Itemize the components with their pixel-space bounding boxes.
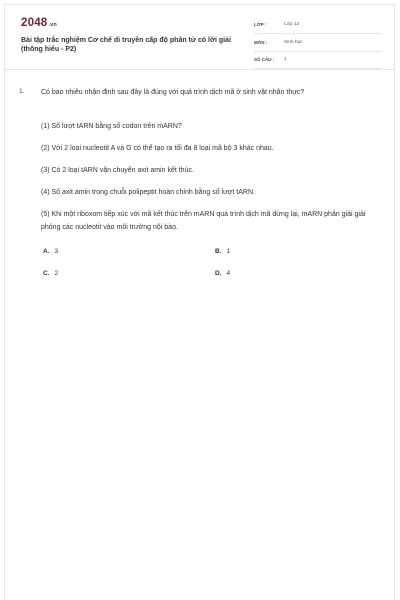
- logo-domain-suffix: .vn: [48, 21, 57, 28]
- answer-option-a[interactable]: [43, 248, 58, 255]
- logo-text: 2048: [21, 17, 48, 29]
- statement-item: (2) Với 2 loại nucleotit A và G có thể tạo ra tối đa 8 loại mã bộ 3 khác nhau.: [41, 145, 274, 152]
- statement-item: (5) Khi một riboxom tiếp xúc với mã kết thúc trên mARN quá trình dịch mã dừng lại, mARN phân giải giải phóng các nucleotit vào môi trường nội bào.: [41, 211, 366, 231]
- option-value: 3: [54, 248, 59, 255]
- option-letter: C.: [43, 270, 50, 277]
- question-number: 1.: [19, 88, 25, 95]
- statement-item: (3) Có 2 loại tARN vận chuyển axit amin kết thúc.: [41, 167, 194, 174]
- question-text: Có bao nhiêu nhận định sau đây là đúng với quá trình dịch mã ở sinh vật nhân thực?: [41, 89, 305, 96]
- option-value: 1: [226, 248, 231, 255]
- meta-row-class: [254, 20, 382, 34]
- header-divider: [5, 69, 396, 70]
- meta-value: Lớp 12: [284, 22, 300, 27]
- meta-label: LỚP :: [254, 22, 267, 27]
- answer-option-d[interactable]: [215, 270, 230, 277]
- meta-label: MÔN :: [254, 39, 268, 45]
- worksheet-page: [4, 4, 395, 600]
- statement-item: (4) Số axit amin trong chuỗi polipeptit hoàn chỉnh bằng số lượt tARN.: [41, 189, 255, 196]
- answer-option-c[interactable]: [43, 270, 58, 277]
- worksheet-meta: [254, 20, 382, 73]
- option-letter: D.: [215, 270, 222, 277]
- site-logo[interactable]: [21, 17, 57, 29]
- meta-value: 1: [284, 57, 287, 62]
- meta-row-question-count: [254, 55, 382, 69]
- meta-row-subject: [254, 38, 382, 52]
- option-letter: B.: [215, 248, 222, 255]
- worksheet-header: [5, 5, 396, 70]
- meta-value: Sinh học: [284, 39, 303, 45]
- option-value: 2: [54, 270, 59, 277]
- statement-item: (1) Số lượt tARN bằng số codon trên mARN?: [41, 123, 182, 130]
- answer-option-b[interactable]: [215, 248, 230, 255]
- option-value: 4: [226, 270, 231, 277]
- option-letter: A.: [43, 248, 50, 255]
- meta-label: SỐ CÂU :: [254, 57, 275, 62]
- worksheet-title: Bài tập trắc nghiệm Cơ chế di truyền cấp độ phân tử có lời giải (thông hiểu - P2): [21, 37, 231, 53]
